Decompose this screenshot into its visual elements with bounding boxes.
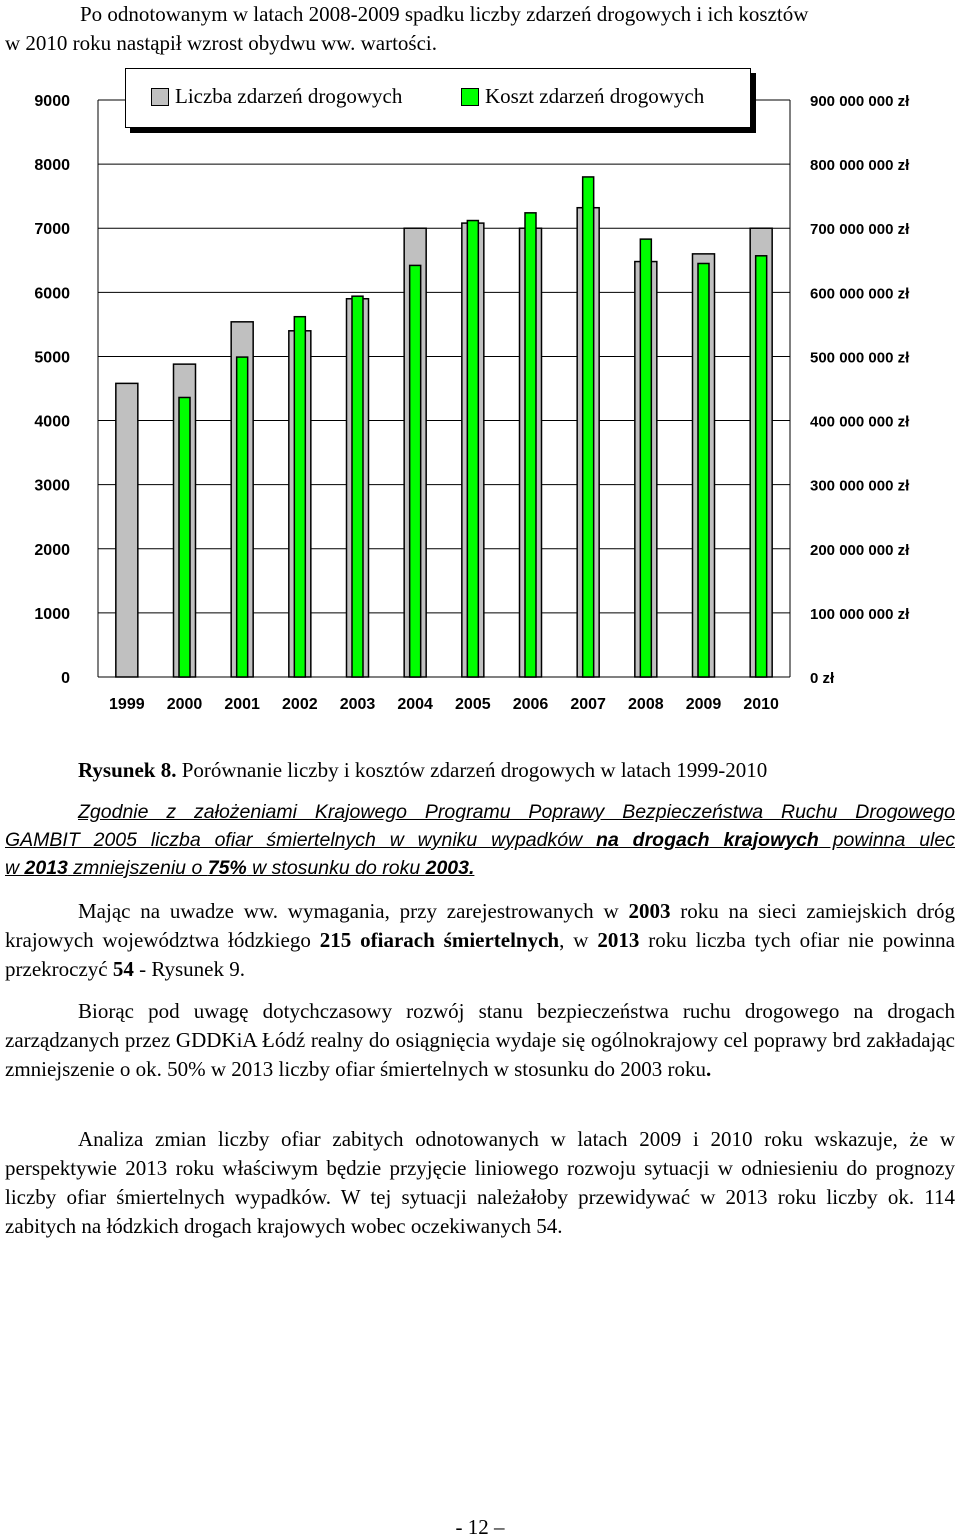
y-left-tick-label: 5000: [34, 349, 70, 367]
italic-line-1: [5, 798, 955, 826]
legend-item-count: [151, 84, 402, 109]
italic-text-3e: w stosunku do roku: [246, 857, 426, 879]
italic-text-3b: 2013: [24, 857, 68, 879]
italic-text-2a: GAMBIT 2005 liczba ofiar śmiertelnych w wyniku wypadków: [5, 829, 597, 851]
bar-cost-2005: [467, 221, 478, 677]
italic-line-3: [5, 854, 955, 882]
x-tick-label: 2000: [166, 696, 203, 713]
chart-legend: [125, 68, 751, 128]
bar-cost-2000: [179, 397, 190, 677]
y-right-tick-label: 800 000 000 zł: [810, 157, 910, 175]
para1-c: roku na sieci zamiejskich dróg krajowych województwa łódzkiego: [5, 899, 955, 952]
legend-swatch-gray: [151, 88, 169, 106]
paragraph-3: Analiza zmian liczby ofiar zabitych odnotowanych w latach 2009 i 2010 roku wskazuje, że w perspektywie 2013 roku właściwym będzie przyjęcie liniowego rozwoju sytuacji w odniesieniu do prognozy liczby ofiar śmiertelnych wypadków. W tej sytuacji należałoby przewidywać w 2013 roku liczby ok. 114 zabitych na łódzkich drogach krajowych wobec oczekiwanych 54.: [5, 1127, 955, 1238]
x-tick-label: 2007: [570, 696, 606, 713]
y-left-tick-label: 8000: [34, 157, 70, 175]
x-tick-label: 1999: [109, 696, 145, 713]
paragraph-1: [5, 897, 955, 984]
y-right-tick-label: 0 zł: [810, 670, 835, 687]
x-tick-label: 2002: [282, 696, 318, 713]
x-tick-label: 2009: [685, 696, 722, 713]
intro-line-2: w 2010 roku nastąpił wzrost obydwu ww. wartości.: [5, 31, 437, 55]
italic-text-2c: powinna ulec: [818, 829, 955, 851]
y-left-tick-label: 7000: [34, 221, 70, 239]
y-left-tick-label: 4000: [34, 413, 70, 431]
para1-d: 215 ofiarach śmiertelnych: [319, 928, 560, 952]
intro-paragraph: [5, 0, 960, 58]
y-right-tick-label: 900 000 000 zł: [810, 93, 910, 110]
para1-g: roku liczba tych ofiar nie powinna przekroczyć: [5, 928, 956, 981]
italic-text-3d: 75%: [207, 857, 247, 879]
bar-cost-2001: [237, 357, 248, 677]
legend-item-cost: [461, 84, 704, 109]
bar-cost-2010: [756, 256, 767, 677]
x-tick-label: 2008: [628, 696, 664, 713]
italic-text-3f: 2003.: [425, 857, 475, 879]
x-tick-label: 2005: [455, 696, 491, 713]
x-tick-label: 2003: [339, 696, 376, 713]
legend-swatch-green: [461, 88, 479, 106]
italic-paragraph: [5, 798, 955, 882]
italic-text-2b: na drogach krajowych: [596, 829, 819, 851]
para1-i: - Rysunek 9.: [133, 957, 245, 981]
para1-e: , w: [559, 928, 598, 952]
figure-caption: [78, 758, 767, 783]
para1-b: 2003: [628, 899, 671, 923]
bar-cost-2002: [294, 317, 305, 677]
y-right-tick-label: 500 000 000 zł: [810, 349, 910, 367]
para1-a: Mając na uwadze ww. wymagania, przy zarejestrowanych w: [78, 899, 629, 923]
italic-line-2: [5, 826, 955, 854]
y-right-tick-label: 300 000 000 zł: [810, 477, 910, 495]
para1-h: 54: [112, 957, 134, 981]
page-number: - 12 –: [455, 1515, 505, 1539]
y-right-tick-label: 200 000 000 zł: [810, 541, 910, 559]
y-right-tick-label: 100 000 000 zł: [810, 605, 910, 623]
italic-text-1: Zgodnie z założeniami Krajowego Programu Poprawy Bezpieczeństwa Ruchu Drogowego: [78, 801, 955, 823]
y-left-tick-label: 0: [61, 670, 70, 687]
italic-text-3a: w: [5, 857, 25, 879]
legend-label-count: Liczba zdarzeń drogowych: [175, 84, 403, 108]
bar-cost-2003: [352, 296, 363, 677]
y-left-tick-label: 3000: [34, 477, 70, 495]
bar-cost-2007: [583, 177, 594, 677]
y-right-tick-label: 400 000 000 zł: [810, 413, 910, 431]
bar-count-1999: [116, 383, 138, 677]
caption-text: Porównanie liczby i kosztów zdarzeń drogowych w latach 1999-2010: [176, 758, 768, 782]
bar-cost-2009: [698, 263, 709, 677]
x-tick-label: 2006: [512, 696, 549, 713]
x-tick-label: 2001: [224, 696, 260, 713]
x-tick-label: 2004: [397, 696, 433, 713]
y-right-tick-label: 600 000 000 zł: [810, 285, 910, 303]
y-left-tick-label: 2000: [34, 541, 70, 559]
para1-f: 2013: [597, 928, 640, 952]
para2-b: .: [706, 1057, 712, 1081]
y-left-tick-label: 9000: [34, 93, 70, 110]
italic-text-3c: zmniejszeniu o: [67, 857, 208, 879]
caption-label: Rysunek 8.: [78, 758, 177, 782]
y-left-tick-label: 1000: [34, 605, 70, 623]
para2-a: Biorąc pod uwagę dotychczasowy rozwój stanu bezpieczeństwa ruchu drogowego na drogach zarządzanych przez GDDKiA Łódź realny do osiągnięcia wydaje się ogólnokrajowy cel poprawy brd zakładając zmniejszenie o ok. 50% w 2013 liczby ofiar śmiertelnych w stosunku do 2003 roku: [5, 999, 955, 1081]
legend-label-cost: Koszt zdarzeń drogowych: [485, 84, 705, 108]
intro-line-1: Po odnotowanym w latach 2008-2009 spadku liczby zdarzeń drogowych i ich kosztów: [80, 2, 809, 26]
bar-cost-2008: [640, 239, 651, 677]
bar-cost-2006: [525, 213, 536, 677]
bar-cost-2004: [410, 265, 421, 677]
y-right-tick-label: 700 000 000 zł: [810, 221, 910, 239]
bar-chart: [0, 60, 960, 720]
y-left-tick-label: 6000: [34, 285, 70, 303]
paragraph-2: [5, 997, 955, 1084]
x-tick-label: 2010: [743, 696, 779, 713]
